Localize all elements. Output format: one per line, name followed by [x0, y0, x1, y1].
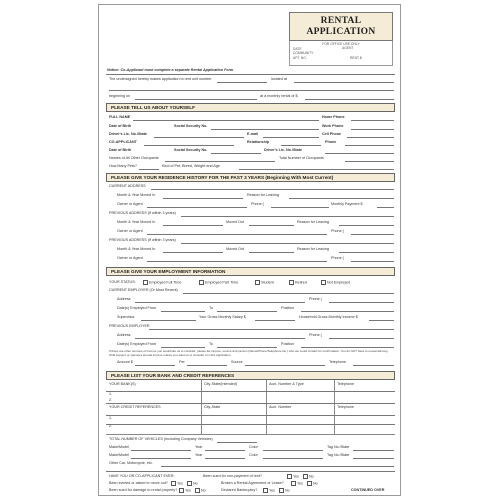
no-label: No — [201, 488, 206, 493]
prev-position-field[interactable] — [301, 347, 394, 348]
no-label: No — [285, 488, 290, 493]
owner-label: Owner or Agent — [117, 202, 143, 206]
pet-kind-field[interactable] — [239, 169, 394, 170]
checkbox-icon — [287, 474, 292, 479]
household-field[interactable] — [369, 320, 394, 321]
telephone-label: Telephone — [329, 360, 347, 364]
question-2: Been evicted or asked to move out? — [109, 481, 168, 485]
other-vehicle-field[interactable] — [161, 466, 394, 467]
office-rent: RENT $ — [350, 56, 362, 60]
beginning-on-label: beginning on — [109, 94, 131, 98]
q3-no[interactable] — [195, 488, 206, 493]
status-retired-label: Retired — [295, 280, 307, 285]
checkbox-icon — [171, 481, 176, 486]
section-about-header: PLEASE TELL US ABOUT YOURSELF — [106, 103, 395, 112]
amount-field[interactable] — [135, 365, 175, 366]
office-use-heading: FOR OFFICE USE ONLY — [322, 42, 360, 46]
supervisor-field[interactable] — [141, 320, 196, 321]
yes-label: Yes — [269, 488, 276, 493]
row-divider — [106, 424, 395, 425]
other-vehicle-label: Other Car, Motorcycle, etc. — [109, 461, 153, 465]
previous-address-2-field[interactable] — [181, 243, 394, 244]
divider — [106, 471, 395, 472]
previous-employer-label: PREVIOUS EMPLOYER — [109, 324, 150, 328]
pets-field[interactable] — [139, 169, 159, 170]
source-field[interactable] — [245, 365, 325, 366]
dates-employed-label: Date(s) Employed From — [117, 306, 157, 310]
ssn-label: Social Security No. — [174, 124, 208, 128]
checkbox-icon — [289, 280, 294, 285]
monthly-rental-label: at a monthly rental of $ — [260, 94, 298, 98]
phone-field[interactable] — [345, 145, 394, 146]
position-field[interactable] — [301, 311, 394, 312]
moved-out-3-field[interactable] — [249, 252, 294, 253]
ssn2-label: Social Security No. — [174, 148, 208, 152]
prev-position-label: Position — [281, 342, 295, 346]
checkbox-icon — [321, 280, 326, 285]
owner-3-phone-label: Phone ( — [331, 256, 344, 260]
bank-city-header: City-State(Intended) — [204, 382, 237, 386]
continued-over: CONTINUED OVER — [351, 488, 385, 492]
bank-row-1[interactable]: 1. — [109, 392, 113, 396]
office-date: DATE — [293, 46, 302, 51]
bank-table — [106, 380, 395, 435]
salary-label: Your Gross Monthly Salary $ — [199, 315, 246, 319]
beginning-on-field[interactable] — [135, 99, 257, 100]
tag-label: Tag No./State — [327, 445, 350, 449]
located-at-label: located at — [271, 77, 287, 81]
owner-phone-field[interactable] — [271, 207, 329, 208]
vehicles-field[interactable] — [217, 442, 257, 443]
checkbox-icon — [291, 481, 296, 486]
full-name-field[interactable] — [133, 120, 319, 121]
telephone-field[interactable] — [353, 365, 394, 366]
reason-2-label: Reason for Leaving — [297, 220, 329, 224]
location-field[interactable] — [294, 82, 394, 83]
yes-label: Yes — [297, 481, 304, 486]
column-divider — [266, 380, 267, 434]
notice-text: Notice: Co-Applicant must complete a separate Rental Application Form — [107, 68, 234, 72]
dob2-label: Date of Birth — [109, 148, 132, 152]
year-field[interactable] — [205, 450, 245, 451]
monthly-rental-field[interactable] — [305, 99, 394, 100]
status-retired[interactable] — [289, 280, 307, 285]
dates-employed-field[interactable] — [161, 311, 205, 312]
q2b-yes[interactable] — [291, 481, 303, 486]
checkbox-icon — [195, 488, 200, 493]
phone-label: Phone — [325, 140, 337, 144]
tag-2-field[interactable] — [353, 458, 394, 459]
home-phone-field[interactable] — [351, 120, 394, 121]
credit-row-2[interactable]: 2. — [109, 424, 113, 428]
status-part-time-label: Employed Part Time — [205, 280, 239, 285]
prev-to-label: To — [209, 342, 213, 346]
section-residence-header: PLEASE GIVE YOUR RESIDENCE HISTORY FOR THE PAST 3 YEARS (Beginning With Most Current) — [106, 173, 395, 182]
current-address-label: CURRENT ADDRESS — [109, 184, 146, 188]
color-label: Color — [249, 445, 258, 449]
year-label: Year — [195, 445, 203, 449]
title-line-2: APPLICATION — [306, 27, 376, 37]
make-2-label: Make/Model — [109, 453, 130, 457]
email-label: E-mail — [247, 132, 259, 136]
color-2-field[interactable] — [263, 458, 323, 459]
moved-out-3-label: Moved Out — [226, 247, 245, 251]
to-field[interactable] — [217, 311, 277, 312]
monthly-payment-label: Monthly Payment $ — [331, 202, 363, 206]
q3b-no[interactable] — [279, 488, 290, 493]
question-3: Been sued for damage to rental property? — [109, 488, 178, 492]
form-title — [289, 12, 393, 41]
color-field[interactable] — [263, 450, 323, 451]
credit-telephone-header: Telephone — [337, 405, 355, 409]
moved-in-3-label: Month & Year Moved In — [117, 247, 156, 251]
employer-phone-label: Phone ( — [309, 297, 322, 301]
make-label: Make/Model — [109, 445, 130, 449]
employer-address-field[interactable] — [135, 302, 305, 303]
source-label: Source — [231, 360, 243, 364]
make-2-field[interactable] — [131, 458, 191, 459]
cell-label: Cell Phone — [322, 132, 342, 136]
current-address-field[interactable] — [151, 189, 394, 190]
previous-address-2-label: PREVIOUS ADDRESS (If within 3 years) — [109, 238, 176, 242]
owner-field[interactable] — [147, 207, 247, 208]
prev-address-label: Address — [117, 333, 131, 337]
credit-refs-header: YOUR CREDIT REFERENCES — [109, 405, 161, 409]
coapp-field[interactable] — [144, 145, 234, 146]
office-use-box — [289, 41, 393, 66]
checkbox-icon — [143, 280, 148, 285]
prev-dates-label: Date(s) Employed From — [117, 342, 157, 346]
q1-no[interactable] — [303, 474, 314, 479]
moved-in-2-label: Month & Year Moved In — [117, 220, 156, 224]
color-2-label: Color — [249, 453, 258, 457]
status-student[interactable] — [255, 280, 274, 285]
current-employer-field[interactable] — [183, 293, 394, 294]
owner-2-phone-field[interactable] — [351, 234, 394, 235]
credit-acct-header: Acct. Number — [269, 405, 292, 409]
intro-line-1: The undersigned hereby makes application to rent unit number — [109, 77, 212, 81]
status-part-time[interactable] — [199, 280, 238, 285]
row-divider — [106, 403, 395, 404]
employer-address-label: Address — [117, 297, 131, 301]
checkbox-icon — [187, 481, 192, 486]
owner-2-label: Owner or Agent — [117, 229, 143, 233]
work-phone-label: Work Phone — [322, 124, 344, 128]
dl2-field[interactable] — [325, 153, 394, 154]
moved-out-label: Moved Out — [226, 220, 245, 224]
position-label: Position — [281, 306, 295, 310]
reason-field[interactable] — [289, 198, 394, 199]
q3b-yes[interactable] — [263, 488, 275, 493]
tag-2-label: Tag No./State — [327, 453, 350, 457]
relationship-field[interactable] — [281, 145, 321, 146]
question-1: HAVE YOU OR CO-APPLICANT EVER: — [109, 474, 175, 478]
checkbox-icon — [263, 488, 268, 493]
your-banks-header: YOUR BANK(S) — [109, 382, 136, 386]
cell-field[interactable] — [347, 137, 394, 138]
checkbox-icon — [303, 474, 308, 479]
income-note: If there are other sources of income you would like us to consider, please list income, source and person (Name/Phone/Telephone No.) who we could contact for confirmation. You do NOT have to reveal alimony, child support or spouse's annual income unless you want us to consider it in this application. — [109, 349, 389, 357]
column-divider — [201, 380, 202, 434]
reason-3-field[interactable] — [339, 252, 394, 253]
reason-2-field[interactable] — [339, 225, 394, 226]
checkbox-icon — [307, 481, 312, 486]
relationship-label: Relationship — [247, 140, 270, 144]
owner-3-phone-field[interactable] — [351, 261, 394, 262]
prev-phone-label: Phone ( — [309, 333, 322, 337]
prev-dates-field[interactable] — [161, 347, 205, 348]
prev-address-field[interactable] — [135, 338, 305, 339]
moved-in-label: Month & Year Moved In — [117, 193, 156, 197]
divider — [106, 74, 395, 75]
previous-employer-field[interactable] — [149, 329, 394, 330]
status-not-employed-label: Not Employed — [327, 280, 351, 285]
per-label: Per — [179, 360, 185, 364]
owner-3-label: Owner or Agent — [117, 256, 143, 260]
no-label: No — [193, 481, 198, 486]
moved-out-field[interactable] — [249, 225, 294, 226]
coapp-label: CO-APPLICANT — [109, 140, 137, 144]
status-not-employed[interactable] — [321, 280, 350, 285]
status-full-time-label: Employed Full Time — [149, 280, 182, 285]
bank-telephone-header: Telephone — [337, 382, 355, 386]
supervisor-label: Supervisor — [117, 315, 135, 319]
owner-3-field[interactable] — [147, 261, 327, 262]
occupants-label: Names of All Other Occupants — [109, 156, 159, 160]
section-bank-header: PLEASE LIST YOUR BANK AND CREDIT REFERENCES — [106, 371, 395, 380]
status-full-time[interactable] — [143, 280, 181, 285]
email-field[interactable] — [263, 137, 319, 138]
moved-in-field[interactable] — [163, 198, 243, 199]
column-divider — [334, 380, 335, 434]
q1-yes[interactable] — [287, 474, 299, 479]
dob-label: Date of Birth — [109, 124, 132, 128]
dl-label: Driver's Lic. No./State — [109, 132, 147, 136]
prev-phone-field[interactable] — [329, 338, 394, 339]
yes-label: Yes — [177, 481, 184, 486]
current-employer-label: CURRENT EMPLOYER (Or Most Recent) — [109, 288, 178, 292]
year-2-label: Year — [195, 453, 203, 457]
checkbox-icon — [255, 280, 260, 285]
tag-field[interactable] — [353, 450, 394, 451]
prev-to-field[interactable] — [217, 347, 277, 348]
yes-label: Yes — [293, 474, 300, 479]
title-line-1: RENTAL — [320, 16, 362, 26]
unit-number-field[interactable] — [217, 82, 267, 83]
monthly-payment-field[interactable] — [377, 207, 394, 208]
office-community: COMMUNITY — [293, 51, 314, 56]
per-field[interactable] — [187, 365, 227, 366]
dl-field[interactable] — [154, 137, 244, 138]
dl2-label: Driver's Lic. No./State — [264, 148, 302, 152]
q3-yes[interactable] — [179, 488, 191, 493]
credit-city-header: City-State — [204, 405, 221, 409]
total-occupants-field[interactable] — [345, 161, 394, 162]
bank-acct-header: Acct. Number & Type — [269, 382, 304, 386]
credit-row-1[interactable]: 1. — [109, 416, 113, 420]
address-field[interactable] — [109, 90, 394, 91]
no-label: No — [309, 474, 314, 479]
question-1b: Been sued for non-payment of rent? — [203, 474, 263, 478]
yes-label: Yes — [185, 488, 192, 493]
employer-phone-field[interactable] — [329, 302, 394, 303]
make-field[interactable] — [131, 450, 191, 451]
amount-label: Amount $ — [117, 360, 133, 364]
reason-label: Reason for Leaving — [247, 193, 279, 197]
household-label: Household Gross Monthly Income $ — [299, 315, 358, 319]
moved-in-2-field[interactable] — [163, 225, 223, 226]
previous-address-1-label: PREVIOUS ADDRESS (If within 3 years) — [109, 211, 176, 215]
q2-no[interactable] — [187, 481, 198, 486]
moved-in-3-field[interactable] — [163, 252, 223, 253]
question-3b: Declared Bankruptcy? — [221, 488, 258, 492]
salary-field[interactable] — [255, 320, 295, 321]
office-agent: AGENT — [342, 46, 354, 50]
status-student-label: Student — [261, 280, 274, 285]
q2-yes[interactable] — [171, 481, 183, 486]
owner-phone-label: Phone ( — [251, 202, 264, 206]
owner-2-phone-label: Phone ( — [331, 229, 344, 233]
occupants-field[interactable] — [165, 161, 275, 162]
previous-address-1-field[interactable] — [181, 216, 394, 217]
no-label: No — [313, 481, 318, 486]
checkbox-icon — [179, 488, 184, 493]
work-phone-field[interactable] — [351, 129, 394, 130]
section-employment-header: PLEASE GIVE YOUR EMPLOYMENT INFORMATION — [106, 267, 395, 276]
checkbox-icon — [279, 488, 284, 493]
home-phone-label: Home Phone — [322, 115, 345, 119]
owner-2-field[interactable] — [147, 234, 327, 235]
pet-kind-label: Kind of Pet, Breed, Weight and Age — [162, 164, 220, 168]
full-name-label: FULL NAME — [109, 115, 131, 119]
ssn2-field[interactable] — [211, 153, 261, 154]
total-occupants-label: Total Number of Occupants — [279, 156, 324, 160]
bank-row-2[interactable]: 2. — [109, 398, 113, 402]
ssn-field[interactable] — [211, 129, 319, 130]
to-label: To — [209, 306, 213, 310]
office-apt: APT. NO. — [293, 55, 307, 60]
status-label: YOUR STATUS: — [109, 280, 136, 284]
rental-application-form — [98, 4, 401, 496]
q2b-no[interactable] — [307, 481, 318, 486]
year-2-field[interactable] — [205, 458, 245, 459]
checkbox-icon — [199, 280, 204, 285]
reason-3-label: Reason for Leaving — [297, 247, 329, 251]
row-divider — [106, 415, 395, 416]
pets-label: How Many Pets? — [109, 164, 137, 168]
question-2b: Broken a Rental Agreement or Lease? — [221, 481, 284, 485]
row-divider — [106, 391, 395, 392]
vehicles-label: TOTAL NUMBER OF VEHICLES (Including Company Vehicles) — [109, 437, 213, 441]
